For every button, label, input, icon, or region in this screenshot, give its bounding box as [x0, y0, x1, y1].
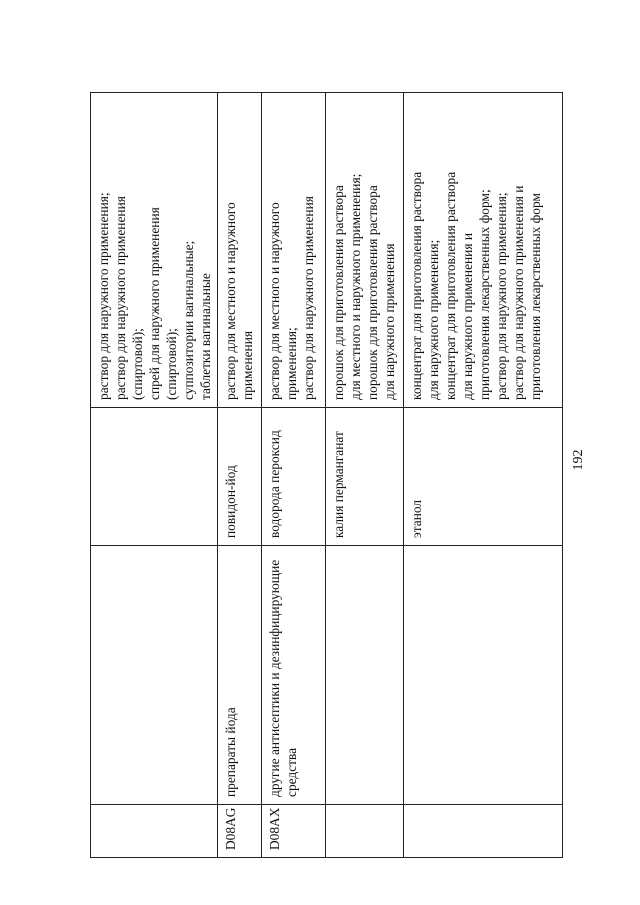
dosage-forms-cell	[404, 93, 563, 408]
dosage-form-line: концентрат для приготовления раствора	[443, 171, 458, 400]
substance-cell	[91, 408, 218, 546]
dosage-forms-cell	[326, 93, 404, 408]
group-cell	[404, 546, 563, 805]
atc-code-cell: D08AX	[262, 805, 326, 858]
atc-code-cell	[326, 805, 404, 858]
group-cell	[326, 546, 404, 805]
group-cell: другие антисептики и дезинфицирующие средства	[262, 546, 326, 805]
dosage-form-line: применения;	[284, 327, 299, 400]
dosage-form-line: раствор для наружного применения;	[494, 192, 509, 400]
page-number: 192	[571, 449, 586, 471]
dosage-forms-cell	[262, 93, 326, 408]
table-row	[218, 93, 262, 858]
dosage-form-line: приготовления лекарственных форм;	[477, 189, 492, 400]
group-cell: препараты йода	[218, 546, 262, 805]
substance-cell: калия перманганат	[326, 408, 404, 546]
dosage-form-line: для наружного применения	[382, 243, 397, 400]
dosage-form-line: для наружного применения;	[426, 239, 441, 400]
atc-code-cell	[404, 805, 563, 858]
table-row	[262, 93, 326, 858]
table-row	[404, 93, 563, 858]
dosage-form-line: порошок для приготовления раствора	[331, 185, 346, 400]
dosage-form-line: для наружного применения и	[460, 232, 475, 400]
rotated-table-wrapper	[90, 93, 562, 858]
dosage-form-line: таблетки вагинальные	[198, 273, 213, 400]
dosage-form-line: раствор для местного и наружного	[223, 202, 238, 400]
dosage-form-line: применения	[240, 330, 255, 400]
substance-cell: повидон-йод	[218, 408, 262, 546]
dosage-form-line: спрей для наружного применения	[147, 207, 162, 400]
atc-code-cell	[91, 805, 218, 858]
dosage-form-line: (спиртовой);	[130, 328, 145, 400]
dosage-forms-cell	[91, 93, 218, 408]
dosage-form-line: порошок для приготовления раствора	[365, 185, 380, 400]
substance-cell: этанол	[404, 408, 563, 546]
table-row	[326, 93, 404, 858]
table-row	[91, 93, 218, 858]
dosage-form-line: приготовления лекарственных форм	[528, 193, 543, 400]
dosage-form-line: (спиртовой);	[164, 328, 179, 400]
dosage-form-line: концентрат для приготовления раствора	[409, 171, 424, 400]
medicines-table	[90, 92, 563, 858]
substance-cell: водорода пероксид	[262, 408, 326, 546]
dosage-form-line: для местного и наружного применения;	[348, 173, 363, 400]
atc-code-cell: D08AG	[218, 805, 262, 858]
dosage-form-line: раствор для наружного применения;	[96, 192, 111, 400]
dosage-forms-cell	[218, 93, 262, 408]
dosage-form-line: раствор для наружного применения	[301, 196, 316, 400]
dosage-form-line: раствор для наружного применения	[113, 196, 128, 400]
dosage-form-line: раствор для наружного применения и	[511, 185, 526, 400]
group-cell	[91, 546, 218, 805]
dosage-form-line: раствор для местного и наружного	[267, 202, 282, 400]
dosage-form-line: суппозитории вагинальные;	[181, 240, 196, 400]
